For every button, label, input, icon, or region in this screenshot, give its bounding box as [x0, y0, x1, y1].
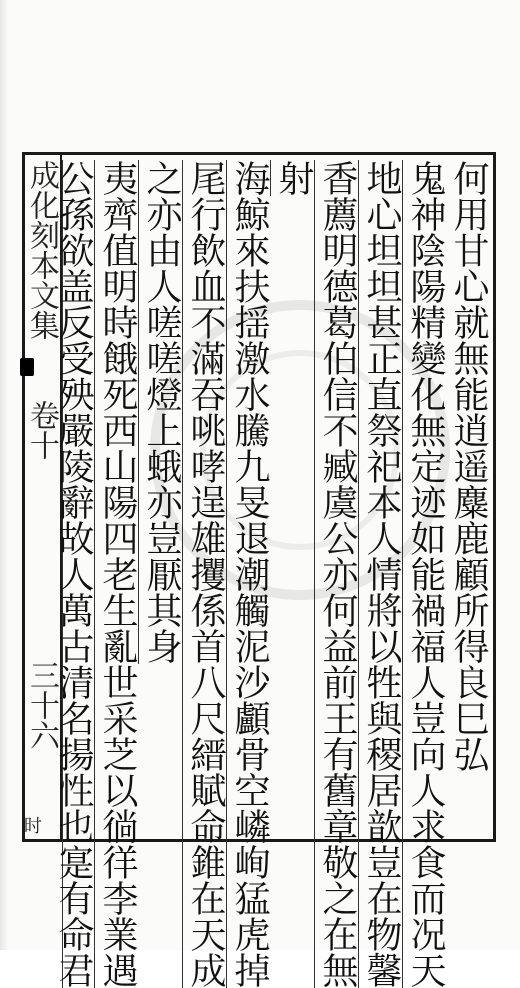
text-column-3: 地心坦坦甚正直祭祀本人情將以牲與稷居歆豈在物馨	[358, 160, 403, 988]
text-column-1: 何用甘心就無能逍遥麋鹿顧所得良巳弘	[448, 160, 489, 772]
page-edge-shadow	[0, 0, 8, 950]
text-column-2: 鬼神陰陽精變化無定迹如能禍福人豈向人求食而况天	[402, 160, 447, 988]
binding-tab	[20, 358, 34, 376]
text-column-9: 夷齊值明時餓死西山陽四老生亂世采芝以徜徉李業遇	[94, 160, 139, 988]
gutter-bottom-mark	[24, 812, 42, 838]
text-column-4: 香薦明德葛伯信不臧虞公亦何益前王有舊章敬之在無	[314, 160, 359, 988]
gutter-volume-text: 卷十	[24, 400, 59, 460]
gutter-leaf-text: 三十六	[24, 660, 59, 750]
gutter-bottom-text: 时	[24, 816, 42, 837]
text-column-10: 公孫欲盖反受殃嚴陵辭故人萬古清名揚性也寔有命君	[53, 160, 94, 988]
text-column-7: 尾行飲血不滿吞咷哮逞雄攫係首八尺縉賦命錐在天成	[182, 160, 227, 988]
text-column-8: 之亦由人嗟嗟燈上蛾亦豈厭其身	[138, 160, 183, 664]
text-column-6: 海鯨來扶揺激水騰九旻退潮觸泥沙顱骨空嶙峋猛虎掉	[226, 160, 271, 988]
text-column-5: 射	[270, 160, 315, 196]
gutter-title-text: 成化刻本文集	[24, 160, 59, 340]
